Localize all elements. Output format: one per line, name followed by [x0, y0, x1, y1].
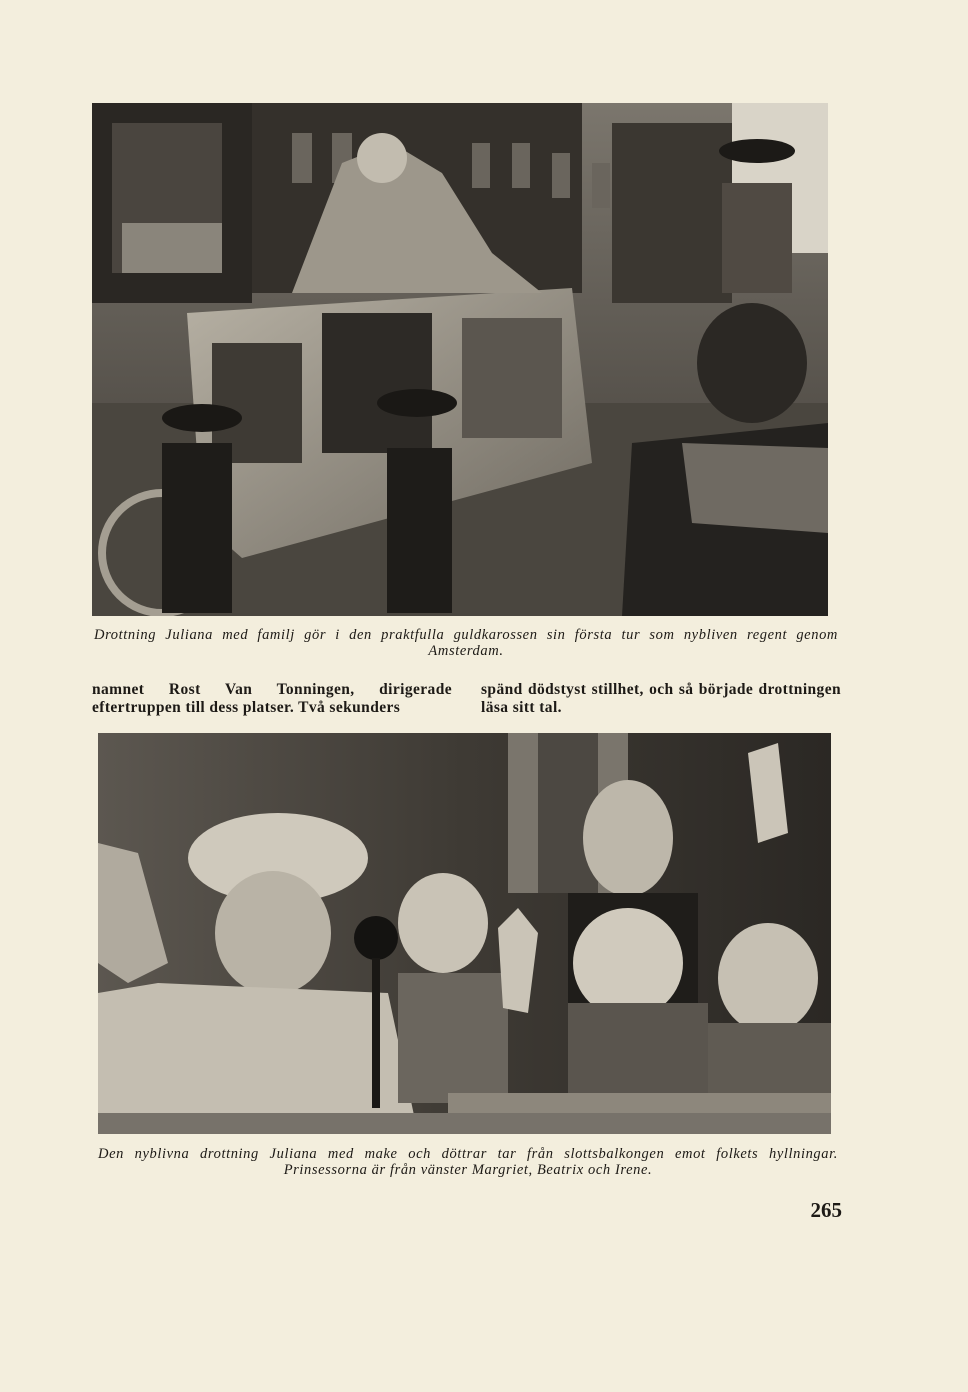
- balcony-photo-caption: Den nyblivna drottning Juliana med make och döttrar tar från slottsbalkongen emot folkets hyllningar. Prinsessorna är från vänster Margriet, Beatrix och Irene.: [98, 1146, 838, 1178]
- balcony-photo-image: [98, 733, 831, 1134]
- carriage-photo-caption: Drottning Juliana med familj gör i den praktfulla guldkarossen sin första tur som nybliven regent genom Amsterdam.: [94, 627, 838, 659]
- balcony-photo: [98, 733, 831, 1134]
- page-number: 265: [810, 1198, 842, 1222]
- body-text-right-column: spänd dödstyst stillhet, och så började drottningen läsa sitt tal.: [481, 681, 841, 716]
- carriage-photo: [92, 103, 828, 616]
- carriage-photo-image: [92, 103, 828, 616]
- body-text-left-column: namnet Rost Van Tonningen, dirigerade eftertruppen till dess platser. Två sekunders: [92, 681, 452, 716]
